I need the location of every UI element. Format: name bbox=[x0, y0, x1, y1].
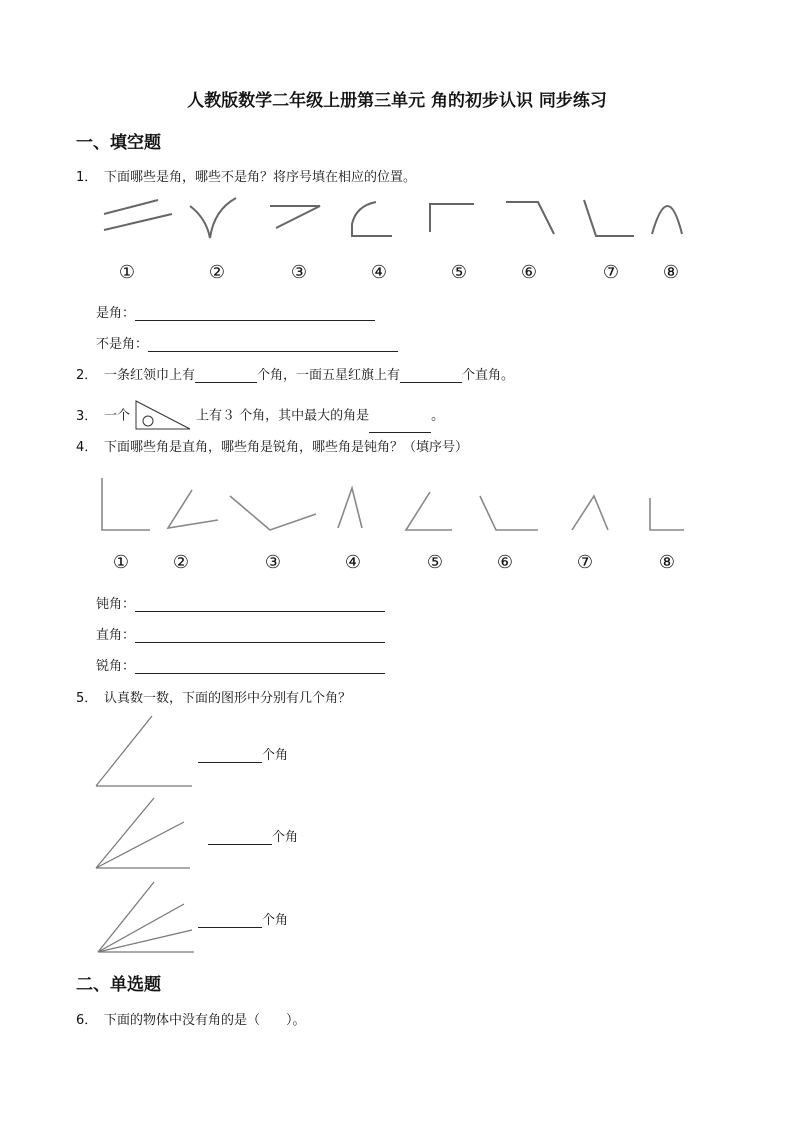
q1-answer-angles bbox=[96, 302, 375, 321]
question-number: 5． bbox=[76, 691, 98, 706]
answer-line[interactable] bbox=[135, 659, 385, 674]
q4-figure-5 bbox=[406, 492, 452, 530]
q4-label-7: ⑦ bbox=[576, 552, 594, 573]
q4-figure-7 bbox=[572, 496, 608, 530]
q4-figure-2 bbox=[168, 490, 218, 528]
question-text: 个角，一面五星红旗上有 bbox=[257, 368, 401, 383]
answer-line[interactable] bbox=[135, 628, 385, 643]
q1-label-2: ② bbox=[208, 262, 226, 283]
q1-figure-4 bbox=[352, 202, 392, 236]
answer-blank[interactable] bbox=[208, 830, 272, 845]
q4-label-8: ⑧ bbox=[658, 552, 676, 573]
question-4 bbox=[76, 436, 468, 455]
question-number: 3． bbox=[76, 408, 98, 424]
q4-label-6: ⑥ bbox=[496, 552, 514, 573]
q5-figure-3 bbox=[98, 882, 194, 952]
q1-label-6: ⑥ bbox=[520, 262, 538, 283]
answer-line[interactable] bbox=[135, 306, 375, 321]
q5-answer-1 bbox=[198, 744, 288, 763]
q4-figure-3 bbox=[230, 496, 316, 530]
q4-label-4: ④ bbox=[344, 552, 362, 573]
unit-text: 个角 bbox=[262, 913, 289, 928]
q1-label-3: ③ bbox=[290, 262, 308, 283]
q1-figure-2 bbox=[190, 198, 236, 238]
question-text: 。 bbox=[431, 408, 445, 424]
q1-label-4: ④ bbox=[370, 262, 388, 283]
answer-line[interactable] bbox=[135, 597, 385, 612]
question-5 bbox=[76, 687, 351, 706]
q1-figure-6 bbox=[506, 202, 554, 234]
question-text: 一个 bbox=[104, 408, 131, 424]
answer-blank[interactable] bbox=[198, 748, 262, 763]
question-number: 6． bbox=[76, 1013, 98, 1028]
q1-label-5: ⑤ bbox=[450, 262, 468, 283]
q5-answer-3 bbox=[198, 909, 288, 928]
q4-label-2: ② bbox=[172, 552, 190, 573]
q4-label-5: ⑤ bbox=[426, 552, 444, 573]
q1-label-1: ① bbox=[118, 262, 136, 283]
q4-figure-1 bbox=[102, 478, 150, 530]
question-text: 下面哪些角是直角，哪些角是锐角，哪些角是钝角？（填序号） bbox=[104, 440, 469, 455]
triangle-ruler-figure bbox=[132, 399, 194, 433]
q1-figure-1 bbox=[104, 200, 172, 230]
page-title: 人教版数学二年级上册第三单元 角的初步认识 同步练习 bbox=[187, 91, 607, 111]
question-6 bbox=[76, 1009, 306, 1028]
q1-label-7: ⑦ bbox=[602, 262, 620, 283]
answer-label: 是角： bbox=[96, 306, 136, 321]
q5-figure-2 bbox=[96, 798, 190, 868]
unit-text: 个角 bbox=[262, 748, 289, 763]
q4-label-3: ③ bbox=[264, 552, 282, 573]
q4-answer-right bbox=[96, 624, 385, 643]
question-number: 4． bbox=[76, 440, 98, 455]
unit-text: 个角 bbox=[272, 830, 299, 845]
question-number: 2． bbox=[76, 368, 98, 383]
q5-figures bbox=[90, 712, 210, 956]
answer-blank[interactable] bbox=[198, 913, 262, 928]
q1-label-8: ⑧ bbox=[662, 262, 680, 283]
answer-blank[interactable] bbox=[369, 418, 431, 433]
q1-figure-3 bbox=[270, 206, 320, 228]
q4-figure-6 bbox=[480, 496, 538, 530]
question-2 bbox=[76, 364, 514, 383]
question-text: 一条红领巾上有 bbox=[104, 368, 196, 383]
answer-label: 锐角： bbox=[96, 659, 136, 674]
q1-figure-5 bbox=[430, 204, 474, 232]
answer-label: 不是角： bbox=[96, 337, 149, 352]
q4-answer-acute bbox=[96, 655, 385, 674]
q4-figures bbox=[90, 474, 700, 538]
answer-blank[interactable] bbox=[195, 368, 257, 383]
section-fill-blank: 一、填空题 bbox=[76, 133, 161, 153]
question-1 bbox=[76, 166, 416, 185]
question-3 bbox=[76, 399, 444, 433]
question-number: 1． bbox=[76, 170, 98, 185]
answer-label: 直角： bbox=[96, 628, 136, 643]
q4-label-1: ① bbox=[112, 552, 130, 573]
answer-line[interactable] bbox=[148, 337, 398, 352]
q1-figure-7 bbox=[584, 200, 634, 236]
question-text: 下面哪些是角，哪些不是角？将序号填在相应的位置。 bbox=[104, 170, 417, 185]
section-single-choice: 二、单选题 bbox=[76, 975, 161, 995]
q1-answer-not-angles bbox=[96, 333, 398, 352]
question-text: 下面的物体中没有角的是（ ）。 bbox=[104, 1013, 306, 1028]
question-text: 上有３ 个角，其中最大的角是 bbox=[196, 408, 370, 424]
q4-answer-obtuse bbox=[96, 593, 385, 612]
q1-figure-8 bbox=[652, 206, 682, 234]
question-text: 认真数一数，下面的图形中分别有几个角？ bbox=[104, 691, 352, 706]
answer-blank[interactable] bbox=[400, 368, 462, 383]
q5-figure-1 bbox=[96, 716, 192, 786]
q4-figure-8 bbox=[650, 498, 684, 530]
answer-label: 钝角： bbox=[96, 597, 136, 612]
q5-answer-2 bbox=[208, 826, 298, 845]
q4-figure-4 bbox=[338, 488, 362, 528]
question-text: 个直角。 bbox=[462, 368, 515, 383]
q1-figures bbox=[90, 192, 700, 252]
